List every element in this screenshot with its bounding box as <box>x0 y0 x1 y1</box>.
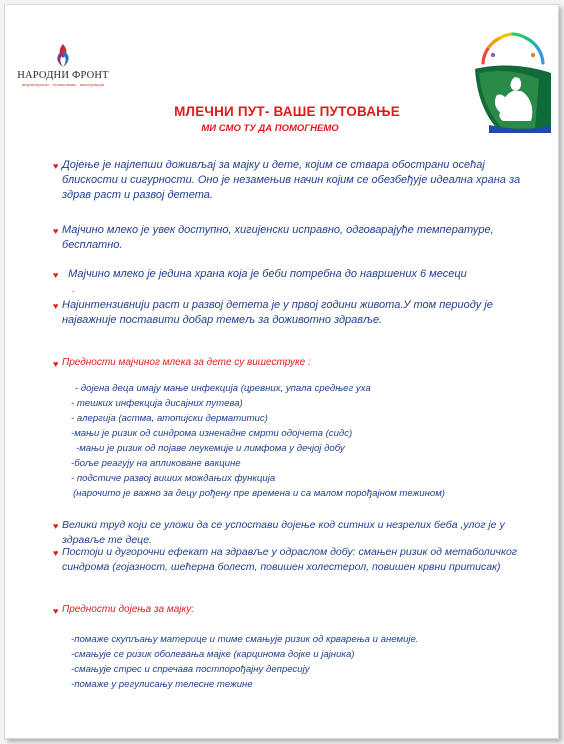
benefits-child-heading <box>53 356 532 370</box>
paragraph-3 <box>53 267 532 282</box>
mother-baby-logo-icon <box>469 29 555 137</box>
flame-logo-icon <box>52 43 74 69</box>
heart-bullet-icon: ♥ <box>53 359 59 369</box>
paragraph-2 <box>53 223 532 253</box>
list-item: - дојена деца имају мање инфекција (цревних, упала средњег уха <box>75 383 371 394</box>
section-heading: Предности мајчиног млека за дете су вишеструке : <box>62 357 311 368</box>
list-item: (нарочито је важно за децу рођену пре времена и са малом порођајном тежином) <box>73 488 445 499</box>
org-name: НАРОДНИ ФРОНТ <box>17 70 109 81</box>
heart-bullet-icon: ♥ <box>53 301 59 311</box>
list-item: -помаже у регулисању телесне тежине <box>71 679 253 690</box>
list-item: -помаже скупљању материце и тиме смањује ризик од крварења и анемије. <box>71 634 419 645</box>
page-subtitle: МИ СМО ТУ ДА ПОМОГНЕМО <box>201 123 339 134</box>
list-item: -боље реагују на апликоване вакцине <box>71 458 241 469</box>
long-term-paragraph <box>53 545 532 575</box>
heart-bullet-icon: ♥ <box>53 521 59 531</box>
effort-paragraph <box>53 518 532 548</box>
heart-bullet-icon: ♥ <box>53 226 59 236</box>
list-item: - подстиче развој виших мождањих функција <box>71 473 276 484</box>
heart-bullet-icon: ♥ <box>53 161 59 171</box>
benefits-mother-heading <box>53 603 532 617</box>
document-page <box>4 4 559 739</box>
list-item: - алергија (астма, атопијски дерматитис) <box>71 413 268 424</box>
page-title: МЛЕЧНИ ПУТ- ВАШЕ ПУТОВАЊЕ <box>174 104 400 119</box>
heart-bullet-icon: ♥ <box>53 548 59 558</box>
paragraph-text: Мајчино млеко је увек доступно, хигијенски исправно, одговарајуће температуре, бесплатно. <box>62 224 494 251</box>
heart-bullet-icon: ♥ <box>53 606 59 616</box>
list-item: - тешких инфекција дисајних путева) <box>71 398 243 409</box>
paragraph-4 <box>53 298 532 328</box>
narodni-front-logo <box>13 43 113 87</box>
paragraph-text: Мајчино млеко је једина храна која је беби потребна до навршених 6 месеци <box>62 268 467 280</box>
list-item: -мањи је ризик од појаве леукемије и лимфома у дечјој добу <box>76 443 345 454</box>
list-item: -мањи је ризик од синдрома изненадне смрти одојчета (сидс) <box>71 428 353 439</box>
list-item: -смањује стрес и спречава постпорођајну депресију <box>71 664 310 675</box>
paragraph-1 <box>53 158 532 203</box>
paragraph-text: Постоји и дугорочни ефекат на здравље у одраслом добу: смањен ризик од метаболичког синдрома (гојазност, шећерна болест, повишен холестерол, повишен крвни притисак) <box>62 546 517 573</box>
org-slogan: непристрасно · поштовање · интеграција <box>21 82 105 87</box>
list-item: -смањује се ризик оболевања мајке (карцинома дојке и јајника) <box>71 649 355 660</box>
section-heading: Предности дојења за мајку: <box>62 604 195 615</box>
stray-dot: . <box>72 284 75 294</box>
paragraph-text: Најинтензивнији раст и развој детета је у првој години живота.У том периоду је најважније поставити добар темељ за доживотно здравље. <box>62 299 493 326</box>
heart-bullet-icon: ♥ <box>53 270 59 280</box>
paragraph-text: Велики труд који се уложи да се успостави дојење код ситних и незрелих беба ,улог је у здравље те деце. <box>62 519 505 546</box>
paragraph-text: Дојење је најлепши доживљај за мајку и дете, којим се ствара обострани осећај блискости и сигурности. Оно је незамењив начин којим се обезбеђује идеална храна за здрав раст и развој детета. <box>62 159 521 201</box>
